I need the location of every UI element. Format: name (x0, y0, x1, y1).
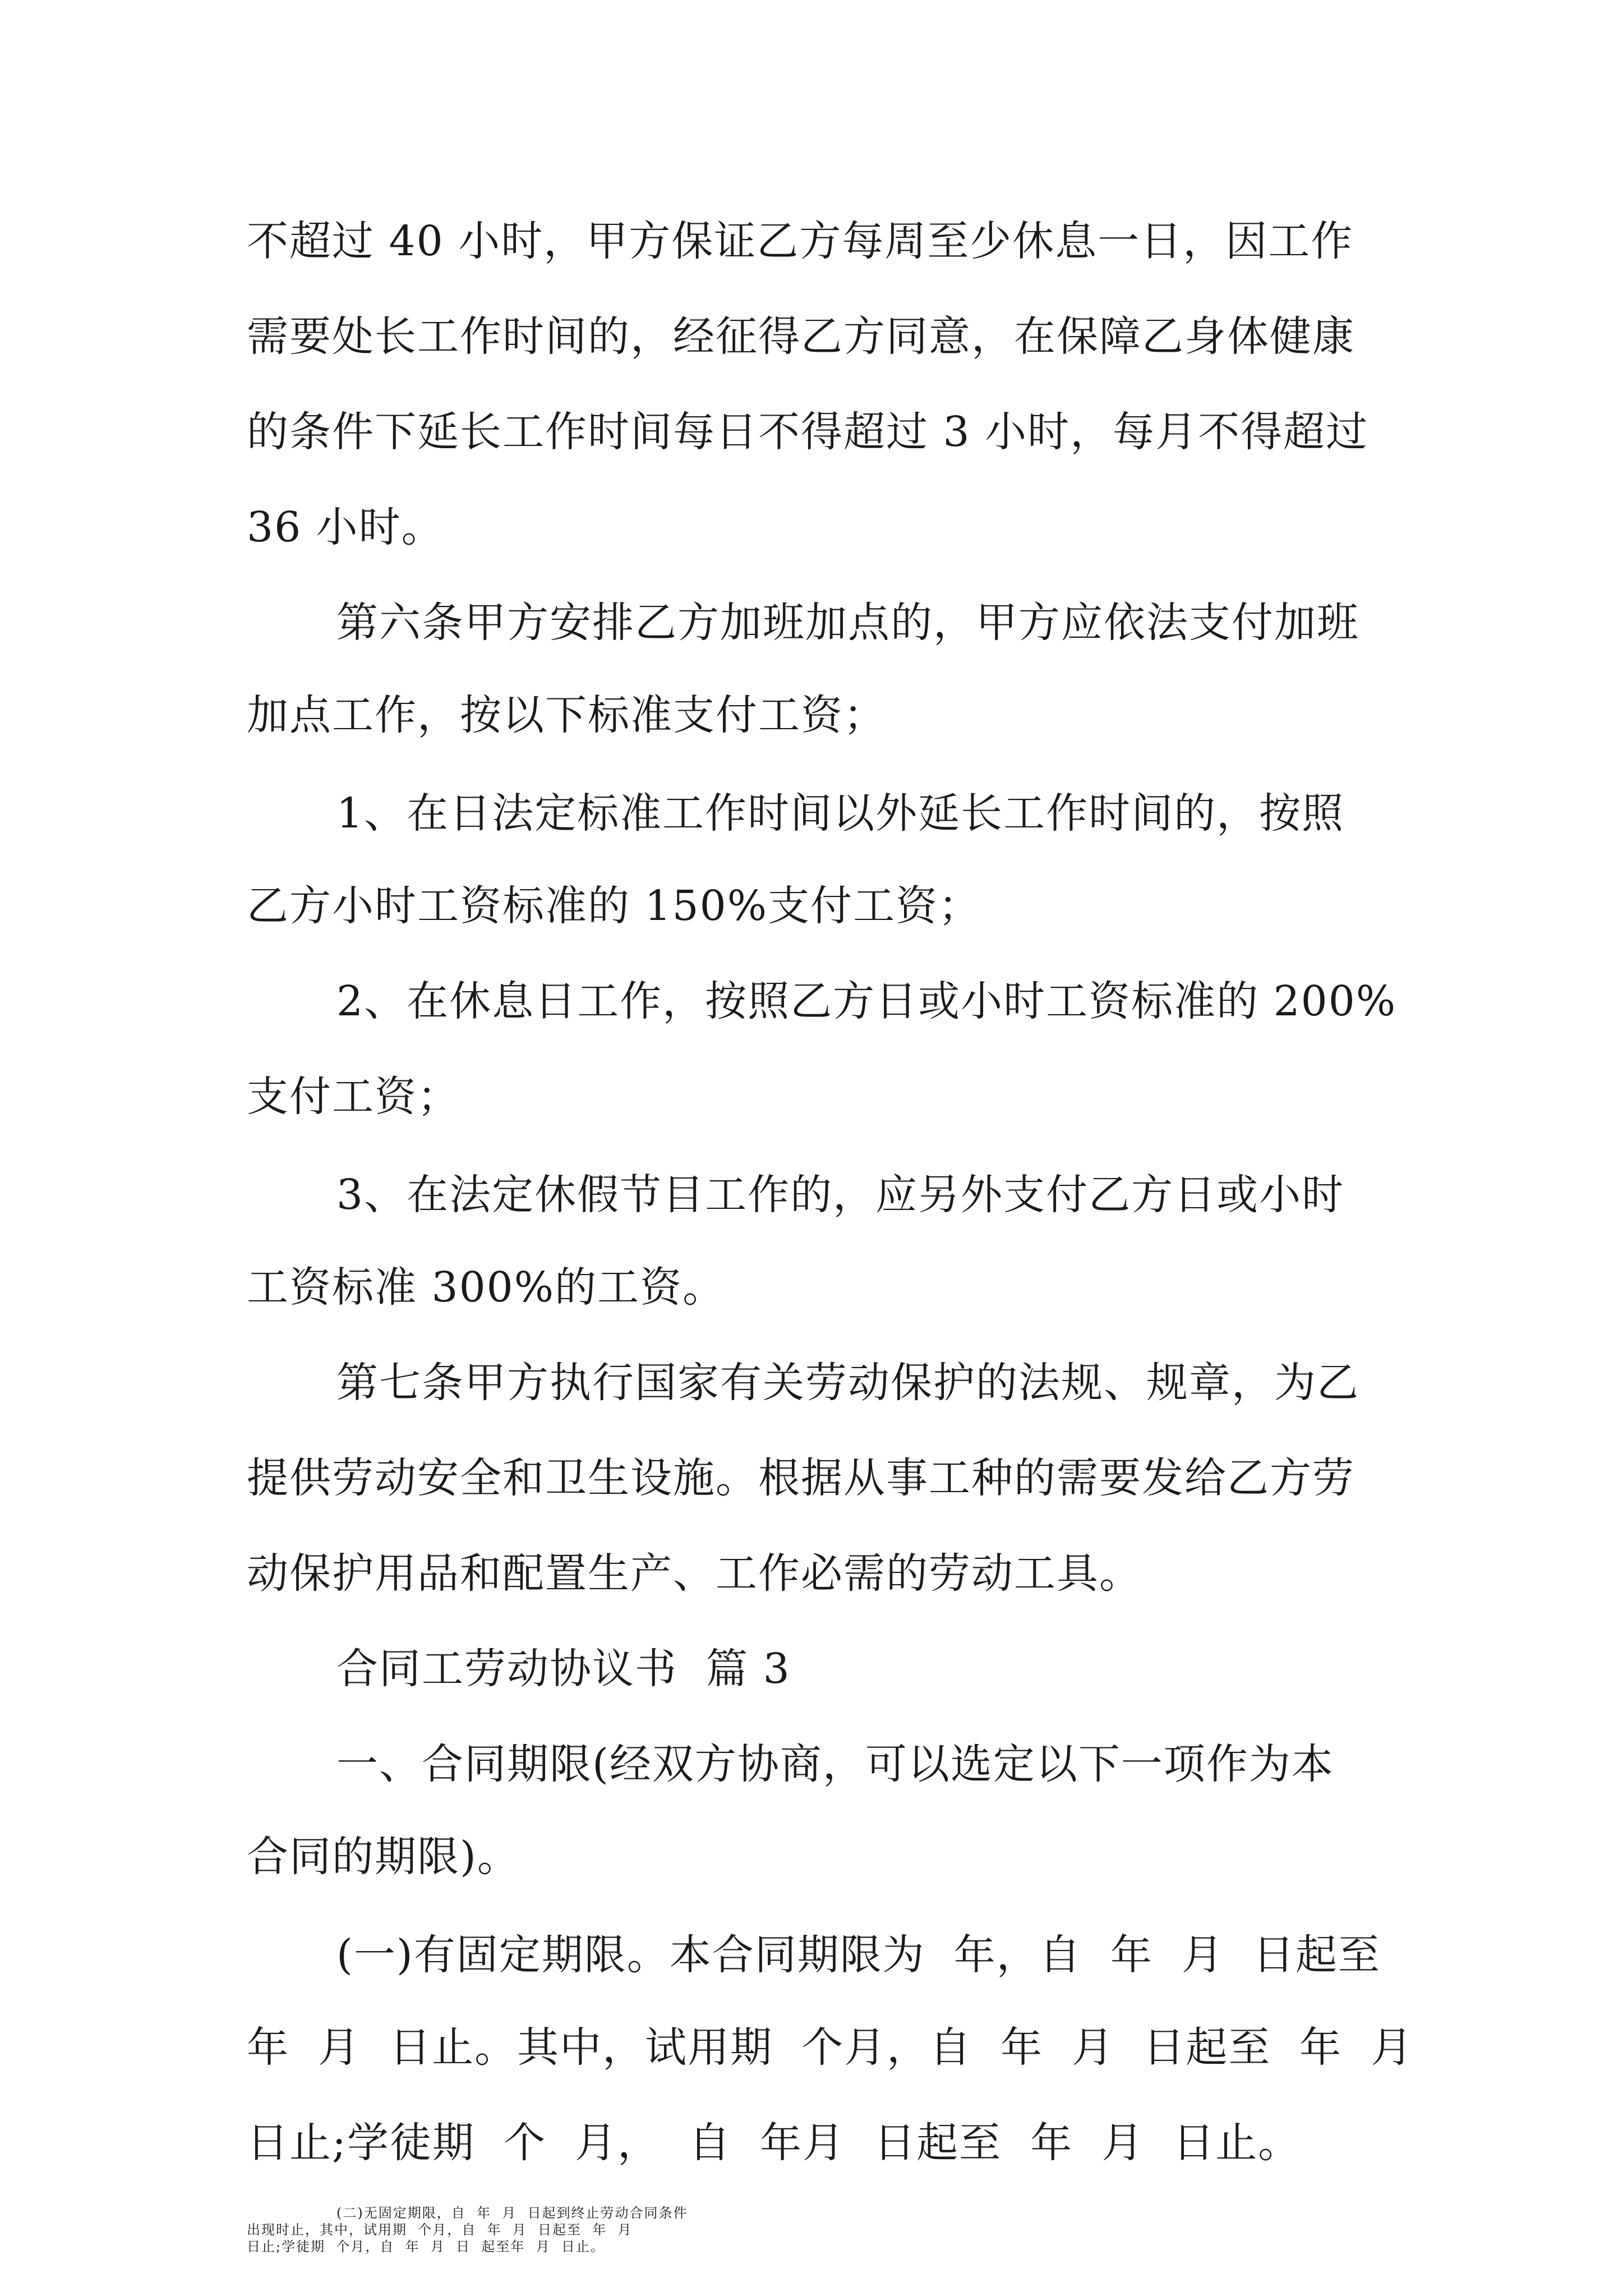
paragraph-start-line: 1、在日法定标准工作时间以外延长工作时间的，按照 (336, 789, 1345, 838)
section-heading: 合同工劳动协议书 篇 3 (336, 1645, 791, 1693)
text-line: 36 小时。 (247, 503, 444, 551)
text-line: 日止;学徒期 个 月， 自 年月 日起至 年 月 日止。 (247, 2119, 1301, 2167)
paragraph-start-line: 2、在休息日工作，按照乙方日或小时工资标准的 200% (336, 977, 1397, 1025)
text-line: 乙方小时工资标准的 150%支付工资； (247, 882, 981, 930)
paragraph-start-line: 第七条甲方执行国家有关劳动保护的法规、规章，为乙 (336, 1359, 1359, 1407)
text-line: 提供劳动安全和卫生设施。根据从事工种的需要发给乙方劳 (247, 1454, 1355, 1502)
text-line: 出现时止，其中，试用期 个月，自 年 月 日起至 年 月 (247, 2222, 633, 2238)
paragraph-start-line: 第六条甲方安排乙方加班加点的，甲方应依法支付加班 (336, 599, 1359, 647)
text-line: 需要处长工作时间的，经征得乙方同意，在保障乙身体健康 (247, 312, 1355, 361)
paragraph-start-line: (二)无固定期限，自 年 月 日起到终止劳动合同条件 (336, 2205, 688, 2221)
text-line: 工资标准 300%的工资。 (247, 1263, 726, 1312)
paragraph-start-line: (一)有固定期限。本合同期限为 年，自 年 月 日起至 (336, 1931, 1381, 1979)
paragraph-start-line: 3、在法定休假节目工作的，应另外支付乙方日或小时 (336, 1171, 1345, 1219)
text-line: 的条件下延长工作时间每日不得超过 3 小时，每月不得超过 (247, 408, 1369, 456)
text-line: 日止;学徒期 个月，自 年 月 日 起至年 月 日止。 (247, 2239, 605, 2254)
paragraph-start-line: 一、合同期限(经双方协商，可以选定以下一项作为本 (336, 1740, 1334, 1788)
text-line: 支付工资； (247, 1073, 460, 1121)
text-line: 动保护用品和配置生产、工作必需的劳动工具。 (247, 1549, 1142, 1598)
text-line: 合同的期限)。 (247, 1833, 520, 1881)
text-line: 不超过 40 小时，甲方保证乙方每周至少休息一日，因工作 (247, 217, 1354, 265)
text-line: 加点工作，按以下标准支付工资； (247, 691, 886, 739)
text-line: 年 月 日止。其中，试用期 个月，自 年 月 日起至 年 月 (247, 2023, 1414, 2072)
